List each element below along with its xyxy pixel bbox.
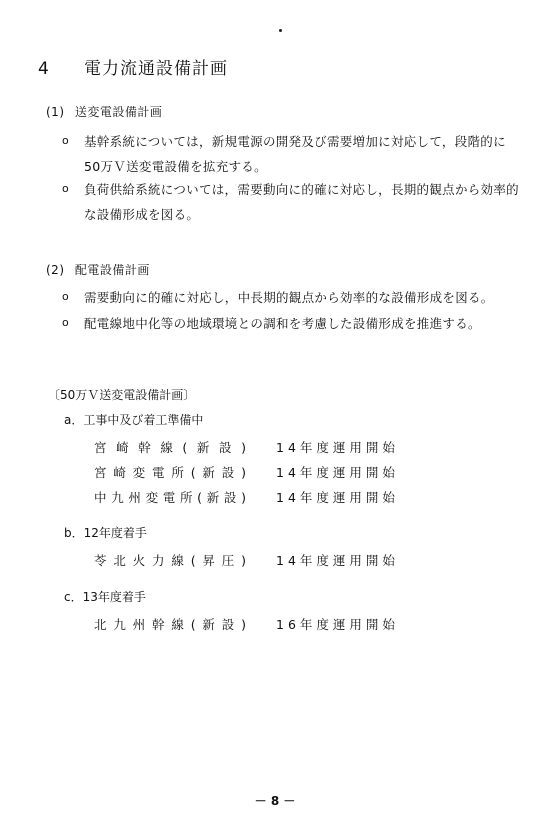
subsection-2-title: 配電設備計画 [74, 263, 150, 277]
plan-title: 〔50万Ｖ送変電設備計画〕 [48, 388, 196, 402]
plan-row [94, 487, 399, 506]
facility-status: 14年度運用開始 [276, 553, 399, 568]
facility-status: 14年度運用開始 [276, 465, 399, 480]
subsection-1-heading [46, 103, 162, 120]
facility-status: 14年度運用開始 [276, 440, 399, 455]
paragraph-line: 配電線地中化等の地域環境との調和を考慮した設備形成を推進する。 [84, 316, 481, 331]
plan-row [94, 437, 399, 456]
facility-status: 14年度運用開始 [276, 490, 399, 505]
bullet-marker: o [62, 290, 69, 303]
paragraph-line: な設備形成を図る。 [84, 207, 200, 222]
facility-name: 宮崎変電所(新設) [94, 465, 246, 480]
heading-title: 電力流通設備計画 [84, 59, 228, 79]
plan-row [94, 550, 399, 569]
page-number: － 8 － [254, 794, 296, 808]
bullet-marker: o [62, 316, 69, 329]
facility-status: 16年度運用開始 [276, 617, 399, 632]
facility-name: 北九州幹線(新設) [94, 617, 246, 632]
plan-row [94, 614, 399, 633]
paragraph-line: 需要動向に的確に対応し，中長期的観点から効率的な設備形成を図る。 [84, 290, 494, 305]
paragraph-line: 負荷供給系統については，需要動向に的確に対応し，長期的観点から効率的 [84, 182, 519, 197]
facility-name: 中九州変電所(新設) [94, 490, 246, 505]
facility-name: 苓北火力線(昇圧) [94, 553, 246, 568]
paragraph-line: 50万Ｖ送変電設備を拡充する。 [84, 159, 267, 174]
stray-dot [279, 29, 282, 32]
section-heading [38, 54, 228, 79]
plan-row [94, 462, 399, 481]
plan-group-label: a．工事中及び着工準備中 [64, 413, 204, 427]
facility-name: 宮崎幹線(新設) [94, 440, 246, 455]
plan-group-label: b．12年度着手 [64, 526, 147, 540]
subsection-2-marker: (2) [46, 263, 65, 277]
bullet-marker: o [62, 134, 69, 147]
plan-group-label: c．13年度着手 [64, 590, 146, 604]
subsection-2-heading [46, 261, 150, 278]
bullet-marker: o [62, 182, 69, 195]
subsection-1-marker: (1) [46, 105, 65, 119]
heading-number: 4 [38, 59, 50, 79]
paragraph-line: 基幹系統については，新規電源の開発及び需要増加に対応して，段階的に [84, 134, 506, 149]
subsection-1-title: 送変電設備計画 [74, 105, 163, 119]
